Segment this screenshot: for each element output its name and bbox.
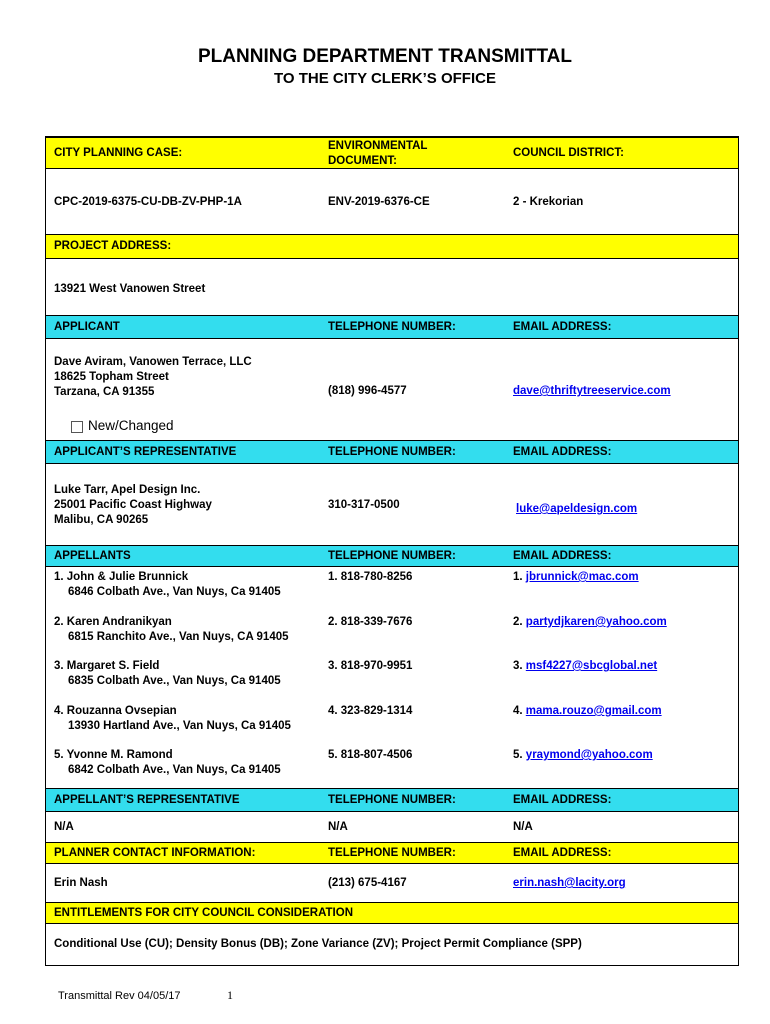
revision-footer: Transmittal Rev 04/05/17 (58, 990, 181, 1002)
appellant-phone: 3. 818-970-9951 (328, 660, 413, 672)
appellant-email-link[interactable]: yraymond@yahoo.com (525, 749, 653, 761)
appellant-email-number: 3. (513, 660, 526, 672)
appellant-address: 6815 Ranchito Ave., Van Nuys, CA 91405 (68, 631, 289, 643)
appellant-phone: 2. 818-339-7676 (328, 616, 413, 628)
appellant-name: 3. Margaret S. Field (54, 660, 160, 672)
page-number: 1 (227, 988, 233, 1002)
appellants-label: APPELLANTS (54, 550, 131, 562)
appellants-phone-label: TELEPHONE NUMBER: (328, 550, 456, 562)
appellant-email-number: 1. (513, 571, 526, 583)
appellant-email-link[interactable]: mama.rouzo@gmail.com (525, 705, 662, 717)
appellant-email-link[interactable]: msf4227@sbcglobal.net (525, 660, 658, 672)
appellant-name: 1. John & Julie Brunnick (54, 571, 189, 583)
applicant-rep-label: APPLICANT’S REPRESENTATIVE (54, 446, 237, 458)
appellant-email (513, 748, 653, 763)
applicant-rep-street: 25001 Pacific Coast Highway (54, 499, 212, 511)
appellant-rep-phone-label: TELEPHONE NUMBER: (328, 794, 456, 806)
project-address: 13921 West Vanowen Street (54, 283, 206, 295)
applicant-phone-label: TELEPHONE NUMBER: (328, 321, 456, 333)
appellant-address: 6846 Colbath Ave., Van Nuys, Ca 91405 (68, 586, 281, 598)
entitlements-list: Conditional Use (CU); Density Bonus (DB); Zone Variance (ZV); Project Permit Compliance (SPP) (54, 938, 582, 950)
appellant-rep-label: APPELLANT’S REPRESENTATIVE (54, 794, 240, 806)
appellant-email (513, 615, 667, 630)
planner-phone: (213) 675-4167 (328, 877, 407, 889)
applicant-name: Dave Aviram, Vanowen Terrace, LLC (54, 356, 252, 368)
appellant-email-number: 5. (513, 749, 526, 761)
appellants-email-label: EMAIL ADDRESS: (513, 550, 612, 562)
applicant-label: APPLICANT (54, 321, 120, 333)
applicant-rep-phone: 310-317-0500 (328, 499, 400, 511)
appellant-email (513, 659, 657, 674)
applicant-city: Tarzana, CA 91355 (54, 386, 155, 398)
appellant-rep-email-label: EMAIL ADDRESS: (513, 794, 612, 806)
case-label: CITY PLANNING CASE: (54, 147, 183, 159)
page-subtitle: TO THE CITY CLERK’S OFFICE (274, 70, 496, 87)
page-title: PLANNING DEPARTMENT TRANSMITTAL (198, 46, 572, 67)
appellant-email-number: 2. (513, 616, 526, 628)
appellant-rep-email: N/A (513, 821, 533, 833)
applicant-street: 18625 Topham Street (54, 371, 169, 383)
new-changed-checkbox[interactable] (71, 421, 83, 433)
applicant-rep-name: Luke Tarr, Apel Design Inc. (54, 484, 201, 496)
appellant-name: 5. Yvonne M. Ramond (54, 749, 173, 761)
appellant-email-link[interactable]: partydjkaren@yahoo.com (525, 616, 667, 628)
applicant-email-label: EMAIL ADDRESS: (513, 321, 612, 333)
planner-phone-label: TELEPHONE NUMBER: (328, 847, 456, 859)
planner-email-link[interactable]: erin.nash@lacity.org (513, 877, 626, 889)
env-label-line2: DOCUMENT: (328, 155, 397, 167)
case-number: CPC-2019-6375-CU-DB-ZV-PHP-1A (54, 196, 242, 208)
appellant-rep-phone: N/A (328, 821, 348, 833)
env-document-number: ENV-2019-6376-CE (328, 196, 430, 208)
appellant-email-number: 4. (513, 705, 526, 717)
appellant-name: 2. Karen Andranikyan (54, 616, 172, 628)
applicant-rep-city: Malibu, CA 90265 (54, 514, 149, 526)
appellant-address: 6835 Colbath Ave., Van Nuys, Ca 91405 (68, 675, 281, 687)
appellant-phone: 4. 323-829-1314 (328, 705, 413, 717)
entitlements-label: ENTITLEMENTS FOR CITY COUNCIL CONSIDERATION (54, 907, 354, 919)
new-changed-label: New/Changed (88, 418, 174, 433)
applicant-phone: (818) 996-4577 (328, 385, 407, 397)
appellant-address: 6842 Colbath Ave., Van Nuys, Ca 91405 (68, 764, 281, 776)
env-label-line1: ENVIRONMENTAL (328, 140, 428, 152)
applicant-rep-email-link[interactable]: luke@apeldesign.com (516, 503, 638, 515)
address-label: PROJECT ADDRESS: (54, 240, 172, 252)
council-district: 2 - Krekorian (513, 196, 584, 208)
planner-label: PLANNER CONTACT INFORMATION: (54, 847, 256, 859)
appellant-email (513, 704, 662, 719)
appellant-name: 4. Rouzanna Ovsepian (54, 705, 177, 717)
applicant-rep-email-label: EMAIL ADDRESS: (513, 446, 612, 458)
applicant-rep-phone-label: TELEPHONE NUMBER: (328, 446, 456, 458)
appellant-rep-name: N/A (54, 821, 74, 833)
appellant-email (513, 570, 639, 585)
appellant-phone: 5. 818-807-4506 (328, 749, 413, 761)
appellant-address: 13930 Hartland Ave., Van Nuys, Ca 91405 (68, 720, 291, 732)
appellant-phone: 1. 818-780-8256 (328, 571, 413, 583)
district-label: COUNCIL DISTRICT: (513, 147, 624, 159)
planner-name: Erin Nash (54, 877, 108, 889)
planner-email-label: EMAIL ADDRESS: (513, 847, 612, 859)
transmittal-form (45, 136, 739, 966)
applicant-email-link[interactable]: dave@thriftytreeservice.com (513, 385, 671, 397)
appellant-email-link[interactable]: jbrunnick@mac.com (525, 571, 639, 583)
